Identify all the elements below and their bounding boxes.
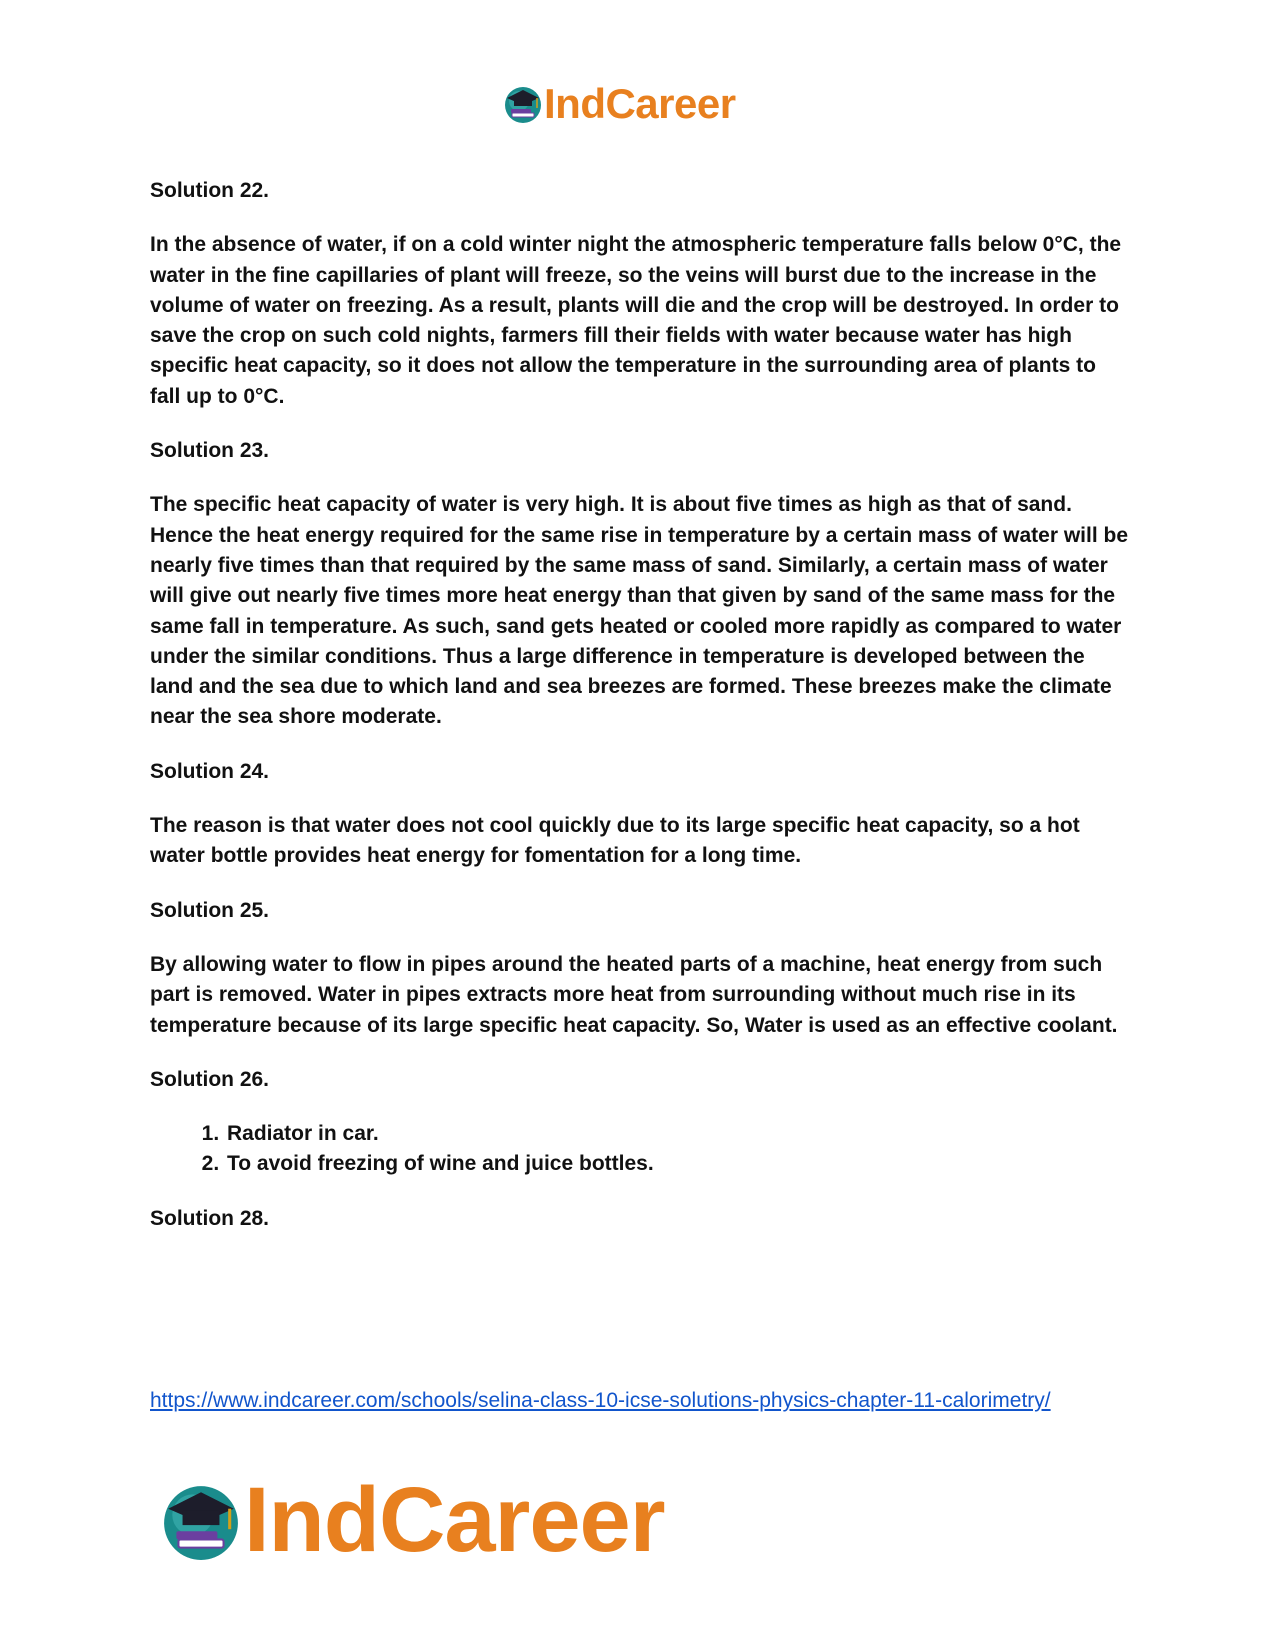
header-logo — [503, 80, 736, 128]
logo-text: IndCareer — [544, 80, 736, 127]
source-link[interactable]: https://www.indcareer.com/schools/selina-class-10-icse-solutions-physics-chapter-11-calorimetry/ — [150, 1389, 1051, 1412]
list-item: 2. To avoid freezing of wine and juice bottles. — [225, 1149, 1130, 1179]
graduation-globe-icon — [503, 84, 543, 124]
solution-heading: Solution 28. — [150, 1206, 270, 1230]
list-item: 1. Radiator in car. — [225, 1119, 1130, 1149]
solution-list — [150, 1119, 1130, 1180]
footer-logo — [160, 1468, 665, 1573]
solution-heading: Solution 26. — [150, 1067, 270, 1091]
solution-text: The specific heat capacity of water is very high. It is about five times as high as that of sand. Hence the heat energy required for the same rise in temperature by a certain mass of water will be nearly five times than that required by the same mass of sand. Similarly, a certain mass of water will give out nearly five times more heat energy than that given by sand of the same mass for the same fall in temperature. As such, sand gets heated or cooled more rapidly as compared to water under the similar conditions. Thus a large difference in temperature is developed between the land and the sea due to which land and sea breezes are formed. These breezes make the climate near the sea shore moderate. — [150, 493, 1129, 729]
solution-heading: Solution 22. — [150, 179, 270, 202]
graduation-globe-icon — [160, 1480, 242, 1562]
solution-heading: Solution 23. — [150, 439, 270, 463]
solution-heading: Solution 25. — [150, 898, 270, 922]
logo-text: IndCareer — [244, 1469, 665, 1571]
document-body — [150, 176, 1130, 1258]
solution-heading: Solution 24. — [150, 759, 270, 783]
solution-text: In the absence of water, if on a cold winter night the atmospheric temperature falls below 0°C, the water in the fine capillaries of plant will freeze, so the veins will burst due to the increase in the volume of water on freezing. As a result, plants will die and the crop will be destroyed. In order to save the crop on such cold nights, farmers fill their fields with water because water has high specific heat capacity, so it does not allow the temperature in the surrounding area of plants to fall up to 0°C. — [150, 233, 1122, 408]
solution-text: By allowing water to flow in pipes around the heated parts of a machine, heat energy from such part is removed. Water in pipes extracts more heat from surrounding without much rise in its temperature because of its large specific heat capacity. So, Water is used as an effective coolant. — [150, 952, 1118, 1037]
solution-text: The reason is that water does not cool quickly due to its large specific heat capacity, so a hot water bottle provides heat energy for fomentation for a long time. — [150, 814, 1080, 868]
